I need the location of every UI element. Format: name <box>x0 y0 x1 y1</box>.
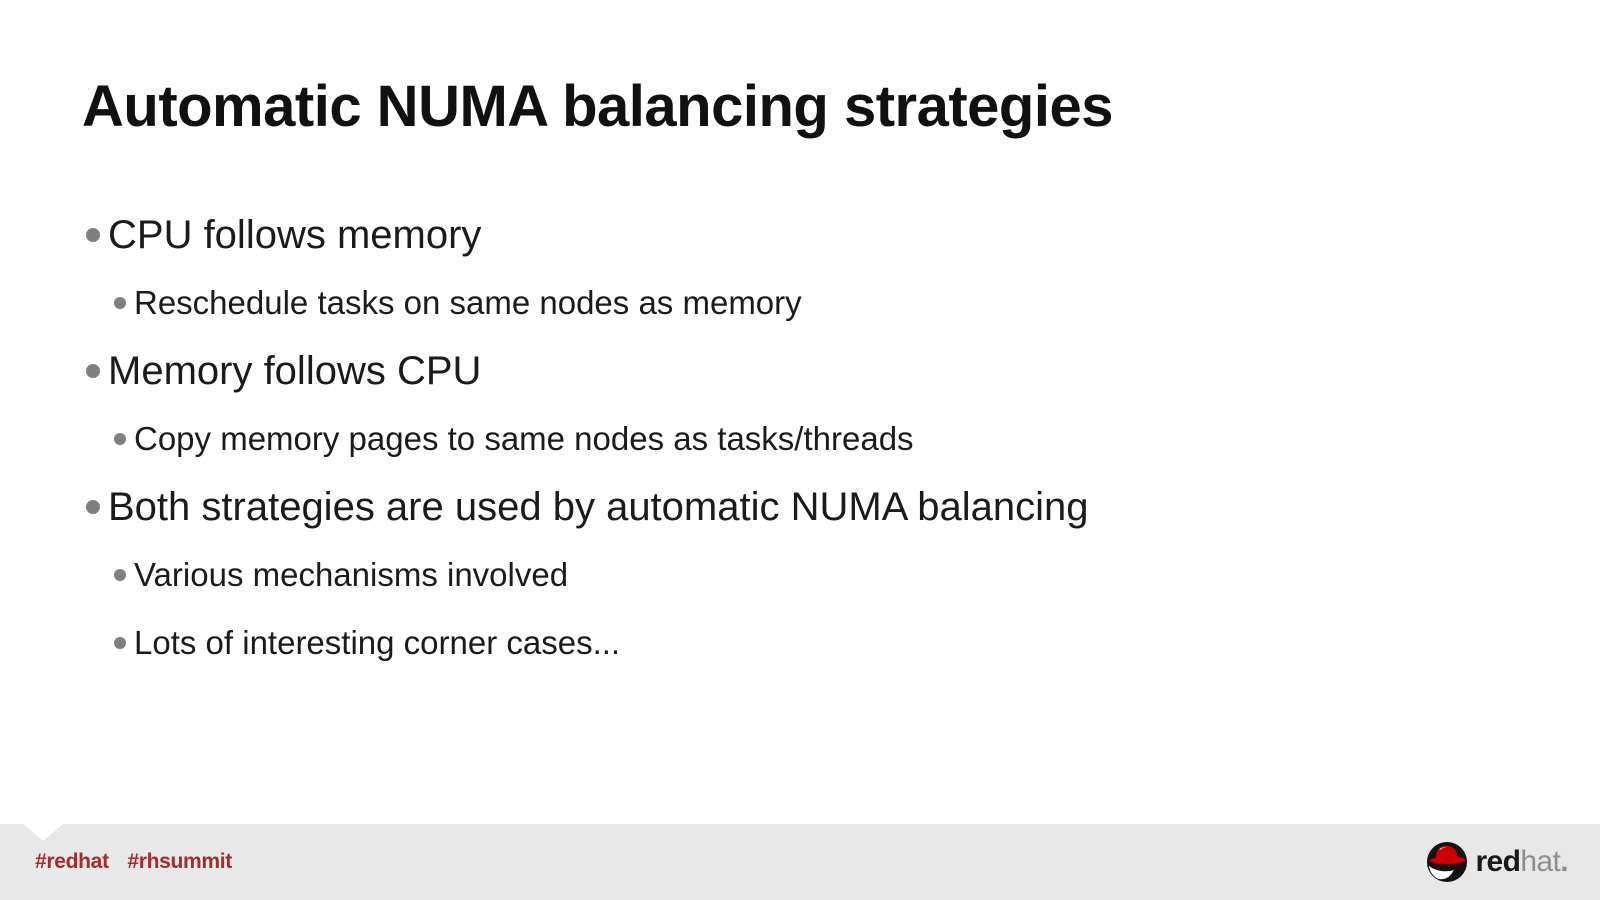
bullet-text: Various mechanisms involved <box>134 556 569 593</box>
wordmark-red: red <box>1475 845 1521 878</box>
bullet-item <box>0 337 1600 405</box>
bullet-dot-icon <box>114 569 126 581</box>
footer-bar <box>0 824 1600 900</box>
bullet-text: Lots of interesting corner cases... <box>134 624 621 661</box>
bullet-dot-icon <box>86 228 100 242</box>
bullet-text: Reschedule tasks on same nodes as memory <box>134 284 802 321</box>
bullet-dot-icon <box>114 637 126 649</box>
hashtag-redhat: #redhat <box>35 850 109 873</box>
bullet-text: Copy memory pages to same nodes as tasks/threads <box>134 420 914 457</box>
hashtag-rhsummit: #rhsummit <box>127 850 232 873</box>
sub-bullet-item <box>0 541 1600 609</box>
wordmark-hat: hat <box>1520 845 1561 878</box>
sub-bullet-item <box>0 269 1600 337</box>
bullet-text: Memory follows CPU <box>108 348 482 393</box>
wordmark-period: . <box>1560 845 1568 878</box>
bullet-text: Both strategies are used by automatic NUMA balancing <box>108 484 1089 529</box>
bullet-dot-icon <box>86 364 100 378</box>
bullet-dot-icon <box>86 500 100 514</box>
bullet-item <box>0 473 1600 541</box>
sub-bullet-item <box>0 609 1600 677</box>
footer-hashtags <box>35 850 232 874</box>
footer-notch <box>23 824 63 841</box>
bullet-item <box>0 201 1600 269</box>
sub-bullet-item <box>0 405 1600 473</box>
slide-title: Automatic NUMA balancing strategies <box>82 74 1113 139</box>
bullet-list <box>0 201 1600 677</box>
bullet-dot-icon <box>114 297 126 309</box>
bullet-dot-icon <box>114 433 126 445</box>
redhat-shadowman-icon <box>1426 841 1468 883</box>
redhat-logo <box>1426 841 1568 883</box>
bullet-text: CPU follows memory <box>108 212 482 257</box>
redhat-wordmark <box>1475 847 1568 877</box>
